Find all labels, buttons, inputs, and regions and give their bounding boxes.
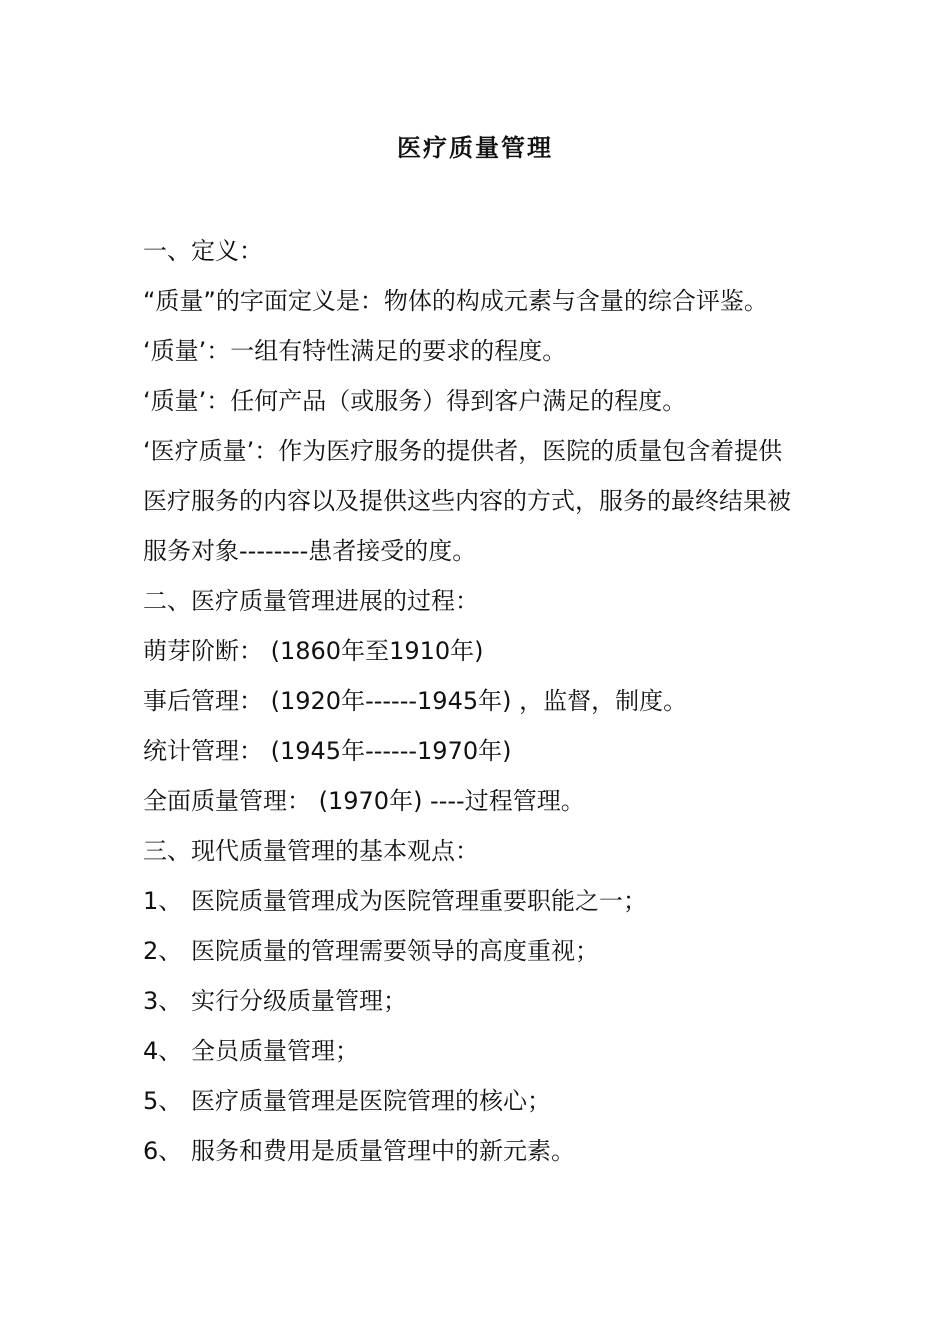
paragraph-literal-definition: “质量”的字面定义是：物体的构成元素与含量的综合评鉴。 bbox=[143, 287, 768, 315]
section-heading-history: 二、医疗质量管理进展的过程： bbox=[143, 587, 479, 615]
list-item-number: 2、 bbox=[143, 937, 183, 965]
list-item bbox=[143, 976, 793, 1026]
list-item-text: 医院质量的管理需要领导的高度重视； bbox=[191, 937, 599, 965]
list-item-text: 医院质量管理成为医院管理重要职能之一； bbox=[191, 887, 647, 915]
history-stage-3: 统计管理： (1945年------1970年) bbox=[143, 737, 512, 765]
list-item-number: 3、 bbox=[143, 987, 183, 1015]
list-item-number: 4、 bbox=[143, 1037, 183, 1065]
list-item-number: 6、 bbox=[143, 1137, 183, 1165]
list-item bbox=[143, 1026, 793, 1076]
document-title: 医疗质量管理 bbox=[397, 133, 553, 162]
history-stage-4: 全面质量管理： (1970年) ----过程管理。 bbox=[143, 787, 585, 815]
section-heading-viewpoints: 三、现代质量管理的基本观点： bbox=[143, 837, 479, 865]
list-item-text: 服务和费用是质量管理中的新元素。 bbox=[191, 1137, 575, 1165]
list-item-number: 5、 bbox=[143, 1087, 183, 1115]
paragraph-quality-definition-2: ‘质量’：任何产品（或服务）得到客户满足的程度。 bbox=[143, 387, 687, 415]
history-stage-1: 萌芽阶断： (1860年至1910年) bbox=[143, 637, 484, 665]
list-item bbox=[143, 876, 793, 926]
document-body bbox=[143, 226, 793, 1176]
list-item-text: 实行分级质量管理； bbox=[191, 987, 407, 1015]
history-stage-2: 事后管理： (1920年------1945年) ，监督，制度。 bbox=[143, 687, 688, 715]
list-item-number: 1、 bbox=[143, 887, 183, 915]
paragraph-quality-definition-1: ‘质量’：一组有特性满足的要求的程度。 bbox=[143, 337, 567, 365]
list-item-text: 医疗质量管理是医院管理的核心； bbox=[191, 1087, 551, 1115]
list-item bbox=[143, 1076, 793, 1126]
paragraph-medical-quality-definition: ‘医疗质量’：作为医疗服务的提供者，医院的质量包含着提供医疗服务的内容以及提供这些内容的方式，服务的最终结果被服务对象--------患者接受的度。 bbox=[143, 437, 791, 565]
list-item bbox=[143, 1126, 793, 1176]
list-item bbox=[143, 926, 793, 976]
list-item-text: 全员质量管理； bbox=[191, 1037, 359, 1065]
section-heading-definition: 一、定义： bbox=[143, 237, 263, 265]
